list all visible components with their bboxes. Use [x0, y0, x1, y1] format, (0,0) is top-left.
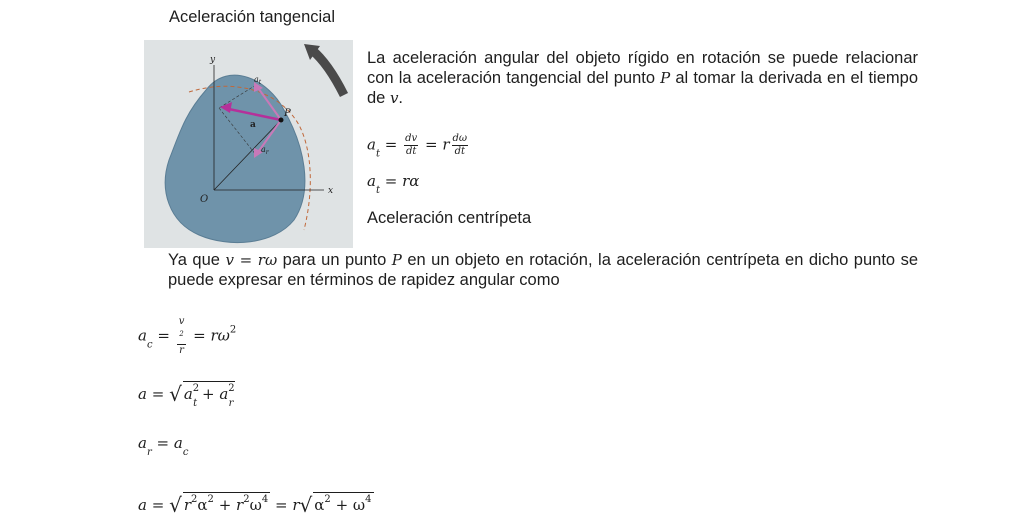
eq6-alpha: α — [197, 496, 208, 514]
eq6-equals-2: = — [274, 496, 288, 514]
rigid-body-figure — [144, 40, 353, 248]
label-x: x — [328, 186, 334, 196]
eq6-plus: + — [218, 496, 232, 514]
paragraph2-text-1: Ya que — [168, 251, 226, 269]
eq6-plus-2: + — [335, 496, 349, 514]
label-at: $a_t$ — [254, 75, 262, 86]
equation-at-ralpha — [367, 174, 419, 196]
paragraph1-period: . — [398, 89, 404, 107]
label-y: y — [210, 55, 216, 65]
paragraph-centripetal — [168, 250, 918, 290]
paragraph1-var-v: v — [389, 89, 399, 107]
label-O: O — [200, 194, 209, 205]
eq4-sub-r: r — [228, 398, 234, 409]
eq3-equals: = — [157, 326, 170, 345]
eq5-ac: a — [173, 434, 183, 452]
eq6-s3: 2 — [243, 494, 250, 505]
eq4-sub-t: t — [193, 398, 198, 409]
equation-ac — [138, 316, 236, 357]
sqrt-symbol: √ — [299, 493, 313, 517]
eq4-a: a — [138, 385, 147, 403]
eq3-sub-c: c — [146, 339, 153, 351]
section-title-centripetal: Aceleración centrípeta — [367, 209, 532, 227]
equation-ar-ac — [138, 436, 188, 458]
paragraph2-formula: v = rω — [225, 251, 278, 269]
eq1-equals: = — [384, 135, 398, 154]
paragraph2-text-3: en un objeto en rotación, la aceleración centrípeta en dicho punto se puede expresar en términos de rapidez angular como — [168, 251, 918, 289]
eq1-r: r — [442, 135, 450, 154]
eq3-rhs-exp: 2 — [229, 324, 237, 336]
eq4-sup1: 2 — [192, 383, 200, 394]
eq4-radicand — [183, 381, 236, 409]
eq5-equals: = — [156, 434, 170, 452]
eq1-dt: dt — [405, 146, 417, 157]
eq6-s5: 2 — [324, 494, 331, 505]
eq6-radicand-2 — [313, 492, 373, 513]
eq6-r2: r — [236, 496, 244, 514]
eq3-equals-2: = — [193, 326, 206, 345]
label-a: a — [250, 120, 256, 130]
eq2-rhs: rα — [402, 172, 420, 190]
section-title-tangential: Aceleración tangencial — [169, 8, 336, 26]
label-ar: $a_r$ — [261, 145, 269, 156]
eq4-at: a — [183, 385, 193, 403]
eq3-v-exp: 2 — [179, 330, 184, 338]
eq4-plus: + — [201, 385, 215, 403]
sqrt-symbol: √ — [169, 493, 182, 517]
paragraph2-var-P: P — [391, 251, 402, 269]
eq2-sub-t: t — [375, 185, 380, 196]
eq3-rhs: rω — [210, 326, 230, 345]
eq3-v: v — [178, 316, 185, 327]
eq1-fraction-dw-dt — [452, 133, 469, 158]
eq6-omega: ω — [249, 496, 262, 514]
eq6-s2: 2 — [207, 494, 214, 505]
equation-at-derivative — [367, 133, 470, 160]
eq4-sup2: 2 — [228, 383, 235, 394]
eq6-equals: = — [151, 496, 165, 514]
eq2-equals: = — [384, 172, 398, 190]
eq1-sub-t: t — [375, 148, 380, 160]
eq1-dv: dv — [405, 133, 418, 144]
paragraph-tangential — [367, 48, 918, 108]
eq4-equals: = — [151, 385, 165, 403]
rotation-diagram — [144, 40, 353, 248]
eq3-fraction-v2-r — [177, 316, 187, 357]
eq1-a: a — [367, 135, 376, 154]
point-P — [279, 118, 284, 123]
paragraph1-var-P: P — [660, 69, 671, 87]
eq1-equals-2: = — [424, 135, 438, 154]
eq5-sub-c: c — [182, 447, 189, 458]
eq6-r3: r — [292, 496, 300, 514]
sqrt-symbol: √ — [169, 382, 182, 406]
eq5-sub-r: r — [146, 447, 152, 458]
eq6-s6: 4 — [365, 494, 372, 505]
equation-a-magnitude — [138, 381, 235, 409]
paragraph1-text-a: La aceleración angular del objeto rígido en rotación se puede relacionar con la aceleración tangencial del punto — [367, 49, 918, 87]
eq6-s4: 4 — [261, 494, 269, 505]
eq6-omega-2: ω — [352, 496, 366, 514]
label-P: P — [284, 108, 291, 119]
eq6-s1: 2 — [191, 494, 198, 505]
eq1-dt2: dt — [454, 146, 465, 157]
eq6-radicand-1 — [183, 492, 270, 513]
paragraph1-text-b: al tomar la derivada en el tiempo de — [367, 69, 919, 107]
eq4-ar: a — [219, 385, 229, 403]
eq1-fraction-dv-dt — [404, 133, 418, 158]
eq3-a: a — [138, 326, 147, 345]
paragraph2-text-2: para un punto — [277, 251, 392, 269]
eq2-a: a — [367, 172, 376, 190]
eq5-a: a — [138, 434, 147, 452]
equation-a-full — [138, 492, 374, 515]
eq6-a: a — [138, 496, 147, 514]
eq1-dw: dω — [452, 133, 468, 144]
eq6-alpha-2: α — [314, 496, 325, 514]
eq3-r: r — [179, 345, 184, 356]
eq6-r1: r — [183, 496, 192, 514]
